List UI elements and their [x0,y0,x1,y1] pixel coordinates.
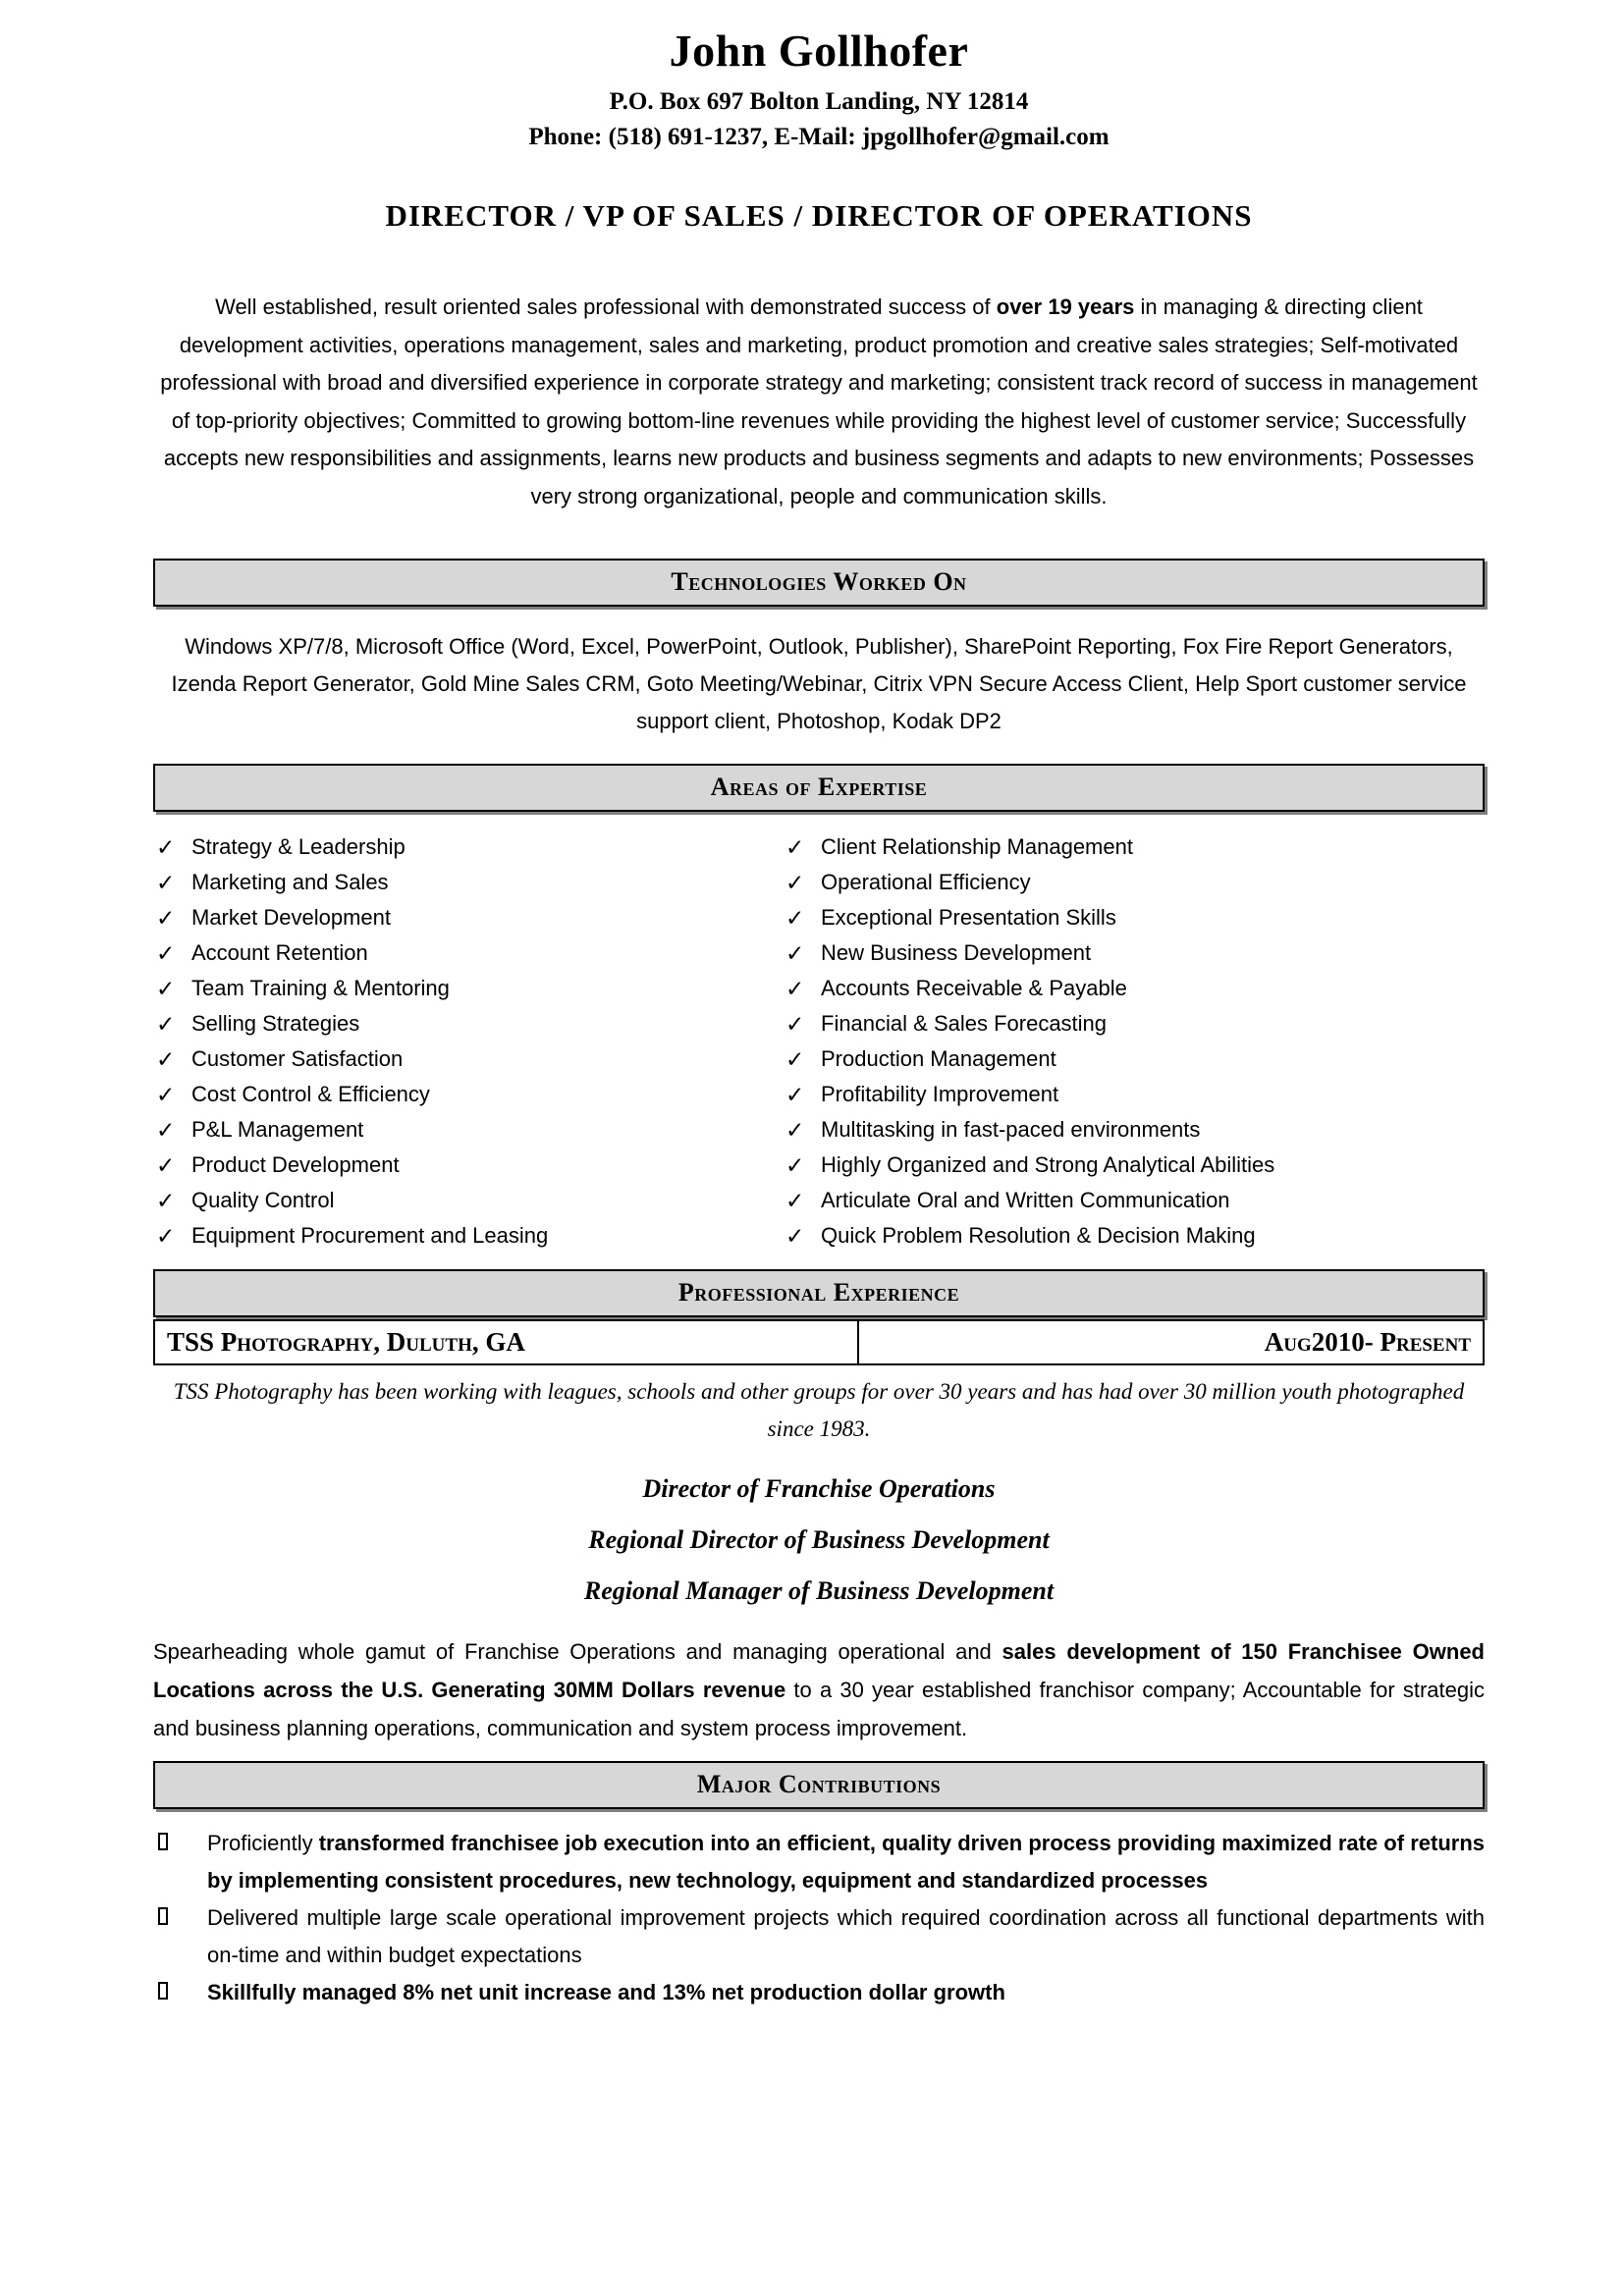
job-title: Director of Franchise Operations [642,1474,996,1503]
expertise-item [783,1077,1485,1112]
section-heading-expertise [153,764,1485,812]
check-icon: ✓ [785,1116,805,1143]
expertise-item [153,865,783,900]
expertise-item [153,1077,783,1112]
technologies-text: Windows XP/7/8, Microsoft Office (Word, Excel, PowerPoint, Outlook, Publisher), SharePoint Reporting, Fox Fire Report Generators, Izenda Report Generator, Gold Mine Sales CRM, Goto Meeting/Webinar, Citrix VPN Secure Access Client, Help Sport customer service support client, Photoshop, Kodak DP2 [171,634,1467,733]
check-icon: ✓ [156,904,176,931]
expertise-item [153,1183,783,1218]
check-icon: ✓ [156,939,176,966]
expertise-item [153,1041,783,1077]
check-icon: ✓ [156,1081,176,1107]
check-icon: ✓ [785,869,805,895]
experience-header-row [153,1319,1485,1365]
employer-name: TSS Photography, Duluth, GA [155,1321,859,1363]
expertise-label: Production Management [821,1046,1056,1071]
check-icon: ✓ [156,1045,176,1072]
employment-dates: Aug2010- Present [1264,1327,1471,1357]
expertise-label: Financial & Sales Forecasting [821,1011,1108,1036]
expertise-label: Operational Efficiency [821,870,1031,894]
expertise-item [783,865,1485,900]
section-heading-label: Professional Experience [677,1278,960,1307]
check-icon: ✓ [156,1187,176,1213]
section-heading-technologies [153,559,1485,607]
contribution-item [153,1825,1485,1899]
check-icon: ✓ [156,1116,176,1143]
expertise-label: New Business Development [821,940,1092,965]
expertise-column-left [153,829,783,1254]
check-icon: ✓ [785,1187,805,1213]
section-heading-label: Technologies Worked On [671,567,967,596]
page-title: John Gollhofer [669,26,969,76]
expertise-item [783,1112,1485,1148]
check-icon: ✓ [156,1151,176,1178]
check-icon: ✓ [785,939,805,966]
check-icon: ✓ [785,904,805,931]
contribution-text: Delivered multiple large scale operational improvement projects which required coordination across all functional departments with on-time and within budget expectations [207,1905,1485,1967]
expertise-label: Cost Control & Efficiency [191,1082,430,1106]
expertise-grid [153,829,1485,1254]
expertise-item [783,829,1485,865]
expertise-label: Quality Control [191,1188,335,1212]
expertise-item [783,1183,1485,1218]
expertise-item [153,900,783,935]
expertise-label: Accounts Receivable & Payable [821,976,1127,1000]
check-icon: ✓ [785,975,805,1001]
section-heading-contributions [153,1761,1485,1809]
expertise-label: Articulate Oral and Written Communication [821,1188,1230,1212]
expertise-label: Quick Problem Resolution & Decision Making [821,1223,1256,1248]
expertise-item [153,935,783,971]
resume-content [0,26,1624,2011]
expertise-item [153,1218,783,1254]
expertise-item [153,1006,783,1041]
contribution-text: Skillfully managed 8% net unit increase and 13% net production dollar growth [207,1980,1005,2004]
expertise-item [153,1112,783,1148]
check-icon: ✓ [156,833,176,860]
bullet-icon [158,1833,168,1850]
employer-description: TSS Photography has been working with leagues, schools and other groups for over 30 years and has had over 30 million youth photographed since 1983. [173,1379,1465,1441]
expertise-item [153,1148,783,1183]
bullet-icon [158,1907,168,1925]
expertise-item [783,900,1485,935]
expertise-item [783,1218,1485,1254]
expertise-label: Marketing and Sales [191,870,389,894]
expertise-label: Profitability Improvement [821,1082,1059,1106]
bullet-icon [158,1982,168,2000]
contribution-item [153,1899,1485,1974]
check-icon: ✓ [785,1081,805,1107]
expertise-item [153,971,783,1006]
expertise-label: Selling Strategies [191,1011,360,1036]
check-icon: ✓ [785,1151,805,1178]
expertise-item [783,935,1485,971]
check-icon: ✓ [785,1045,805,1072]
expertise-item [783,971,1485,1006]
job-titles [153,1464,1485,1617]
contribution-item [153,1974,1485,2011]
expertise-label: Highly Organized and Strong Analytical Abilities [821,1152,1275,1177]
check-icon: ✓ [785,1222,805,1249]
expertise-item [783,1041,1485,1077]
expertise-label: Equipment Procurement and Leasing [191,1223,549,1248]
job-title: Regional Manager of Business Development [583,1576,1055,1605]
expertise-label: Multitasking in fast-paced environments [821,1117,1201,1142]
check-icon: ✓ [156,975,176,1001]
expertise-item [783,1006,1485,1041]
expertise-item [783,1148,1485,1183]
section-heading-label: Areas of Expertise [710,773,928,801]
expertise-label: Client Relationship Management [821,834,1133,859]
summary-paragraph: Well established, result oriented sales professional with demonstrated success of over 19 years in managing & directing client development activities, operations management, sales and marketing, product promotion and creative sales strategies; Self-motivated professional with broad and diversified experience in corporate strategy and marketing; consistent track record of success in management of top-priority objectives; Committed to growing bottom-line revenues while providing the highest level of customer service; Successfully accepts new responsibilities and assignments, learns new products and business segments and adapts to new environments; Possesses very strong organizational, people and communication skills. [160,294,1478,508]
contribution-text: Proficiently transformed franchisee job execution into an efficient, quality driven process providing maximized rate of returns by implementing consistent procedures, new technology, equipment and standardized processes [207,1831,1485,1893]
expertise-label: Account Retention [191,940,368,965]
expertise-item [153,829,783,865]
expertise-label: P&L Management [191,1117,364,1142]
contact-line: Phone: (518) 691-1237, E-Mail: jpgollhofer@gmail.com [528,124,1110,150]
check-icon: ✓ [156,869,176,895]
expertise-label: Market Development [191,905,391,930]
contribution-list [153,1825,1485,2011]
check-icon: ✓ [785,833,805,860]
expertise-column-right [783,829,1485,1254]
check-icon: ✓ [156,1010,176,1037]
expertise-label: Team Training & Mentoring [191,976,450,1000]
section-heading-label: Major Contributions [696,1770,942,1798]
section-heading-experience [153,1269,1485,1317]
check-icon: ✓ [785,1010,805,1037]
address-line: P.O. Box 697 Bolton Landing, NY 12814 [609,88,1029,115]
check-icon: ✓ [156,1222,176,1249]
experience-description: Spearheading whole gamut of Franchise Operations and managing operational and sales development of 150 Franchisee Owned Locations across the U.S. Generating 30MM Dollars revenue to a 30 year established franchisor company; Accountable for strategic and business planning operations, communication and system process improvement. [153,1639,1485,1740]
expertise-label: Product Development [191,1152,400,1177]
role-title: DIRECTOR / VP OF SALES / DIRECTOR OF OPERATIONS [385,198,1253,233]
job-title: Regional Director of Business Development [588,1525,1050,1554]
expertise-label: Strategy & Leadership [191,834,406,859]
expertise-label: Exceptional Presentation Skills [821,905,1116,930]
expertise-label: Customer Satisfaction [191,1046,404,1071]
